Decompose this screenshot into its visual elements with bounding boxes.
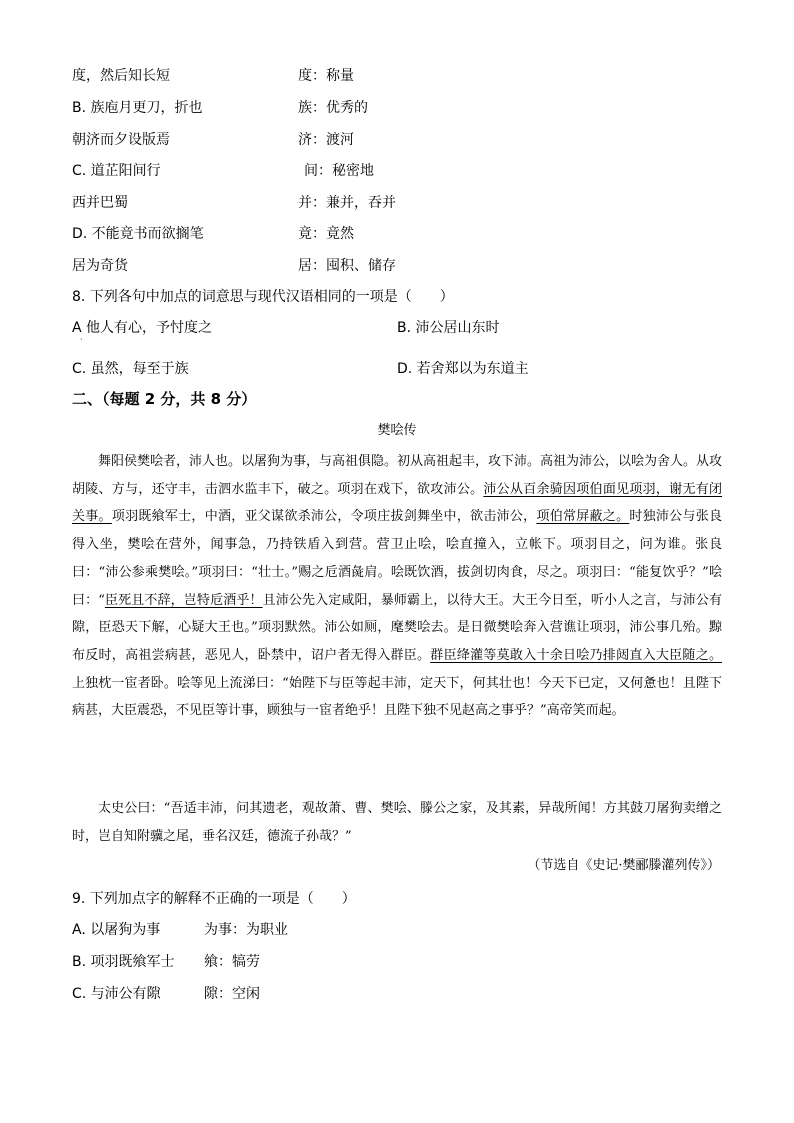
underlined-sentence: 项伯常屏蔽之。 [536, 509, 630, 525]
option-pair [72, 256, 396, 276]
option-sentence: C. 与沛公有隙 [72, 986, 161, 1002]
passage-text: 且沛公先入定咸阳，暴师霸上，以待大王。大王今日至，听小人之言，与沛公有隙，臣恐天下解，心疑大王也。”项羽默然。沛公如厕，麾樊哙去。是日微樊哙奔入营谯让项羽，沛公事几殆。黥布反时，高祖尝病甚，恶见人，卧禁中，诏户者无得入群臣。 [72, 592, 722, 663]
word-gloss: 族：优秀的 [298, 100, 368, 116]
underlined-sentence: 臣死且不辞，岂特卮酒乎！ [104, 592, 263, 608]
word-gloss: 济：渡河 [298, 132, 354, 148]
underlined-sentence: 群臣绛灌等莫敢入十余日哙乃排闼直入大臣随之。 [430, 647, 722, 663]
example-sentence: D. 不能竟书而欲搁笔 [72, 226, 204, 242]
question-9-option-a [72, 920, 288, 940]
option-pair [72, 193, 396, 213]
option-sentence: A. 以屠狗为事 [72, 922, 161, 938]
example-sentence: B. 族庖月更刀，折也 [72, 100, 203, 116]
option-sentence: B. 项羽既飨军士 [72, 954, 175, 970]
option-pair [72, 224, 354, 244]
example-sentence: 居为奇货 [72, 258, 128, 274]
word-gloss: 间：秘密地 [304, 163, 374, 179]
question-8-option-c: C. 虽然，每至于族 [72, 361, 189, 377]
word-gloss: 居：囤积、储存 [298, 258, 396, 274]
section-header: 二、（每题 2 分，共 8 分） [72, 390, 257, 408]
emphasis-dot: · [80, 335, 83, 344]
example-sentence: 朝济而夕设版焉 [72, 132, 170, 148]
option-pair [72, 161, 374, 181]
passage-paragraph-2: 太史公曰：“吾适丰沛，问其遗老，观故萧、曹、樊哙、滕公之家，及其素，异哉所闻！方其鼓刀屠狗卖缯之时，岂自知附骥之尾，垂名汉廷，德流子孙哉？” [72, 801, 722, 844]
question-9-stem: 9. 下列加点字的解释不正确的一项是（ ） [72, 891, 356, 907]
example-sentence: 度，然后知长短 [72, 68, 170, 84]
example-sentence: C. 道芷阳间行 [72, 163, 161, 179]
passage-title: 樊哙传 [377, 423, 417, 438]
passage-paragraph-1 [72, 448, 722, 725]
option-pair [72, 66, 354, 86]
word-gloss: 并：兼并，吞并 [298, 195, 396, 211]
passage-text: 上独枕一宦者卧。哙等见上流涕曰：“始陛下与臣等起丰沛，定天下，何其壮也！今天下已定，又何惫也！且陛下病甚，大臣震恐，不见臣等计事，顾独与一宦者绝乎！且陛下独不见赵高之事乎？”高帝笑而起。 [72, 675, 722, 719]
question-8-option-d: D. 若舍郑以为东道主 [397, 361, 529, 377]
question-8-option-b: B. 沛公居山东时 [397, 320, 500, 336]
passage-text: 舞阳侯樊哙者，沛人也。以屠狗为事，与高祖俱隐。初从高祖起丰，攻下沛。高祖为沛公，以哙为舍人。从攻胡陵、方与，还守丰，击泗水监丰下，破之。项羽在戏下，欲攻沛公。 [72, 454, 723, 497]
option-gloss: 为事：为职业 [204, 922, 288, 938]
question-9-option-b [72, 952, 260, 972]
word-gloss: 度：称量 [298, 68, 354, 84]
option-gloss: 飨：犒劳 [204, 954, 260, 970]
option-pair [72, 130, 354, 150]
passage-source: （节选自《史记·樊郦滕灌列传》） [527, 858, 720, 873]
question-9-option-c [72, 984, 260, 1004]
underlined-sentence: 沛公从百余骑因项伯面见项羽，谢无有闭关事。 [72, 481, 722, 525]
passage-text: 时独沛公与张良得入坐，樊哙在营外，闻事急，乃持铁盾入到营。营卫止哙，哙直撞入，立帐下。项羽目之，问为谁。张良曰：“沛公参乘樊哙。”项羽曰：“壮士。”赐之卮酒彘肩。哙既饮酒，拔剑切肉食，尽之。项羽曰：“能复饮乎？”哙曰：“ [72, 509, 722, 608]
option-pair [72, 98, 368, 118]
question-8-option-a: A 他人有心，予忖度之 [72, 320, 213, 336]
passage-text: 项羽既飨军士，中酒，亚父谋欲杀沛公，令项庄拔剑舞坐中，欲击沛公， [111, 509, 537, 525]
question-8-stem: 8. 下列各句中加点的词意思与现代汉语相同的一项是（ ） [72, 289, 454, 305]
word-gloss: 竟：竟然 [298, 226, 354, 242]
example-sentence: 西并巴蜀 [72, 195, 128, 211]
option-gloss: 隙：空闲 [204, 986, 260, 1002]
